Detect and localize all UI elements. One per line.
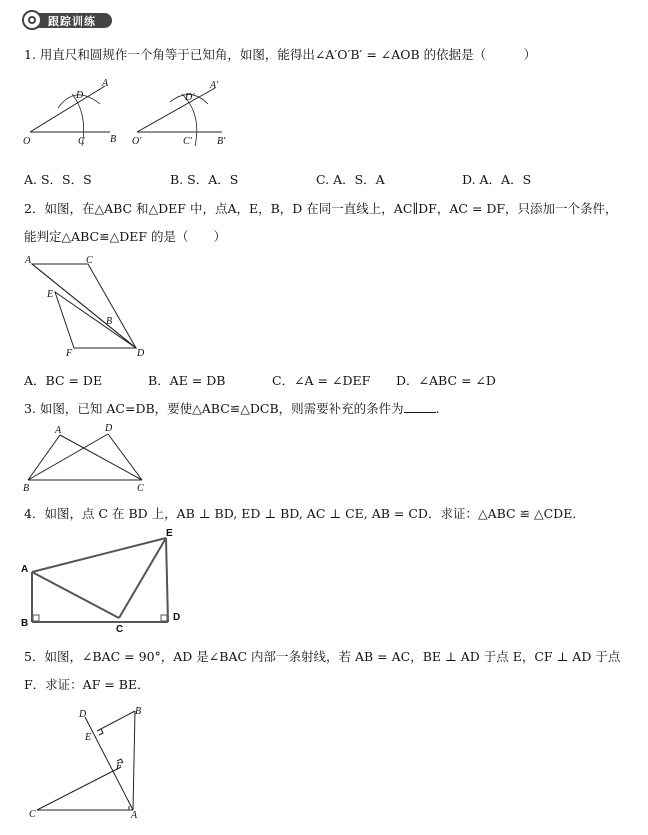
q3-stem-text: 3. 如图，已知 AC=DB，要使△ABC≌△DCB，则需要补充的条件为	[24, 401, 404, 416]
svg-text:O: O	[23, 136, 31, 147]
target-icon	[22, 10, 42, 30]
svg-text:C: C	[78, 136, 85, 147]
q1-figure	[20, 74, 250, 149]
q2-stem-line2: 能判定△ABC≌△DEF 的是（ ）	[24, 229, 227, 244]
svg-text:B′: B′	[217, 136, 226, 147]
q1-figure-left	[23, 78, 116, 147]
svg-text:E: E	[47, 289, 54, 300]
q4-stem: 4．如图，点 C 在 BD 上，AB ⊥ BD, ED ⊥ BD, AC ⊥ CE, AB = CD．求证：△ABC ≌ △CDE．	[24, 506, 585, 521]
svg-text:B: B	[23, 483, 30, 494]
q1-option-c[interactable]: C. A．S．A	[316, 172, 385, 187]
q1-option-a[interactable]: A. S．S．S	[24, 172, 92, 187]
svg-text:F: F	[66, 348, 73, 359]
svg-text:D: D	[137, 348, 145, 359]
q1-figure-right	[132, 80, 226, 147]
svg-text:F: F	[116, 761, 123, 772]
svg-text:A: A	[25, 255, 32, 266]
svg-text:A: A	[21, 564, 29, 575]
section-header	[22, 10, 112, 30]
q2-option-b[interactable]: B．AE = DB	[148, 373, 226, 388]
q2-option-c[interactable]: C．∠A = ∠DEF	[272, 373, 371, 388]
q2-figure	[20, 252, 160, 360]
q2-option-d[interactable]: D．∠ABC = ∠D	[396, 373, 496, 388]
q1-option-b[interactable]: B. S．A．S	[170, 172, 239, 187]
svg-text:C: C	[137, 483, 144, 494]
svg-text:D: D	[173, 612, 181, 623]
svg-text:B: B	[110, 134, 117, 145]
q3-stem	[24, 399, 440, 417]
q1-option-d[interactable]: D. A．A．S	[462, 172, 532, 187]
q3-stem-tail: .	[435, 401, 440, 416]
svg-text:B: B	[135, 706, 142, 717]
svg-text:O′: O′	[132, 136, 142, 147]
svg-text:C: C	[29, 809, 36, 818]
svg-text:B: B	[106, 316, 113, 327]
svg-text:A′: A′	[210, 80, 219, 91]
q2-stem-line1: 2．如图，在△ABC 和△DEF 中，点A，E，B，D 在同一直线上，AC∥DF，AC = DF，只添加一个条件，	[24, 201, 618, 216]
svg-text:D: D	[76, 90, 84, 101]
q1-stem: 1. 用直尺和圆规作一个角等于已知角，如图，能得出∠A′O′B′ = ∠AOB 的依据是（ ）	[24, 47, 537, 62]
q5-stem-line2: F．求证：AF = BE．	[24, 677, 150, 692]
svg-text:A: A	[102, 78, 109, 89]
svg-text:D: D	[79, 709, 87, 720]
svg-text:D′: D′	[185, 92, 195, 103]
q2-option-a[interactable]: A．BC = DE	[24, 373, 103, 388]
svg-text:A: A	[131, 810, 138, 818]
q5-stem-line1: 5．如图，∠BAC = 90°，AD 是∠BAC 内部一条射线，若 AB = AC，BE ⊥ AD 于点 E，CF ⊥ AD 于点	[24, 649, 621, 664]
q3-figure	[20, 420, 160, 495]
svg-text:C: C	[86, 255, 93, 266]
svg-text:B: B	[21, 618, 29, 629]
svg-text:A: A	[55, 425, 62, 436]
svg-text:E: E	[166, 528, 173, 539]
svg-text:E: E	[85, 732, 92, 743]
q3-answer-blank[interactable]	[404, 401, 436, 413]
svg-text:C: C	[116, 624, 124, 634]
q5-figure	[25, 703, 155, 818]
q4-figure	[18, 526, 193, 634]
svg-text:D: D	[105, 423, 113, 434]
svg-text:C′: C′	[183, 136, 192, 147]
section-title: 跟踪训练	[48, 15, 96, 28]
